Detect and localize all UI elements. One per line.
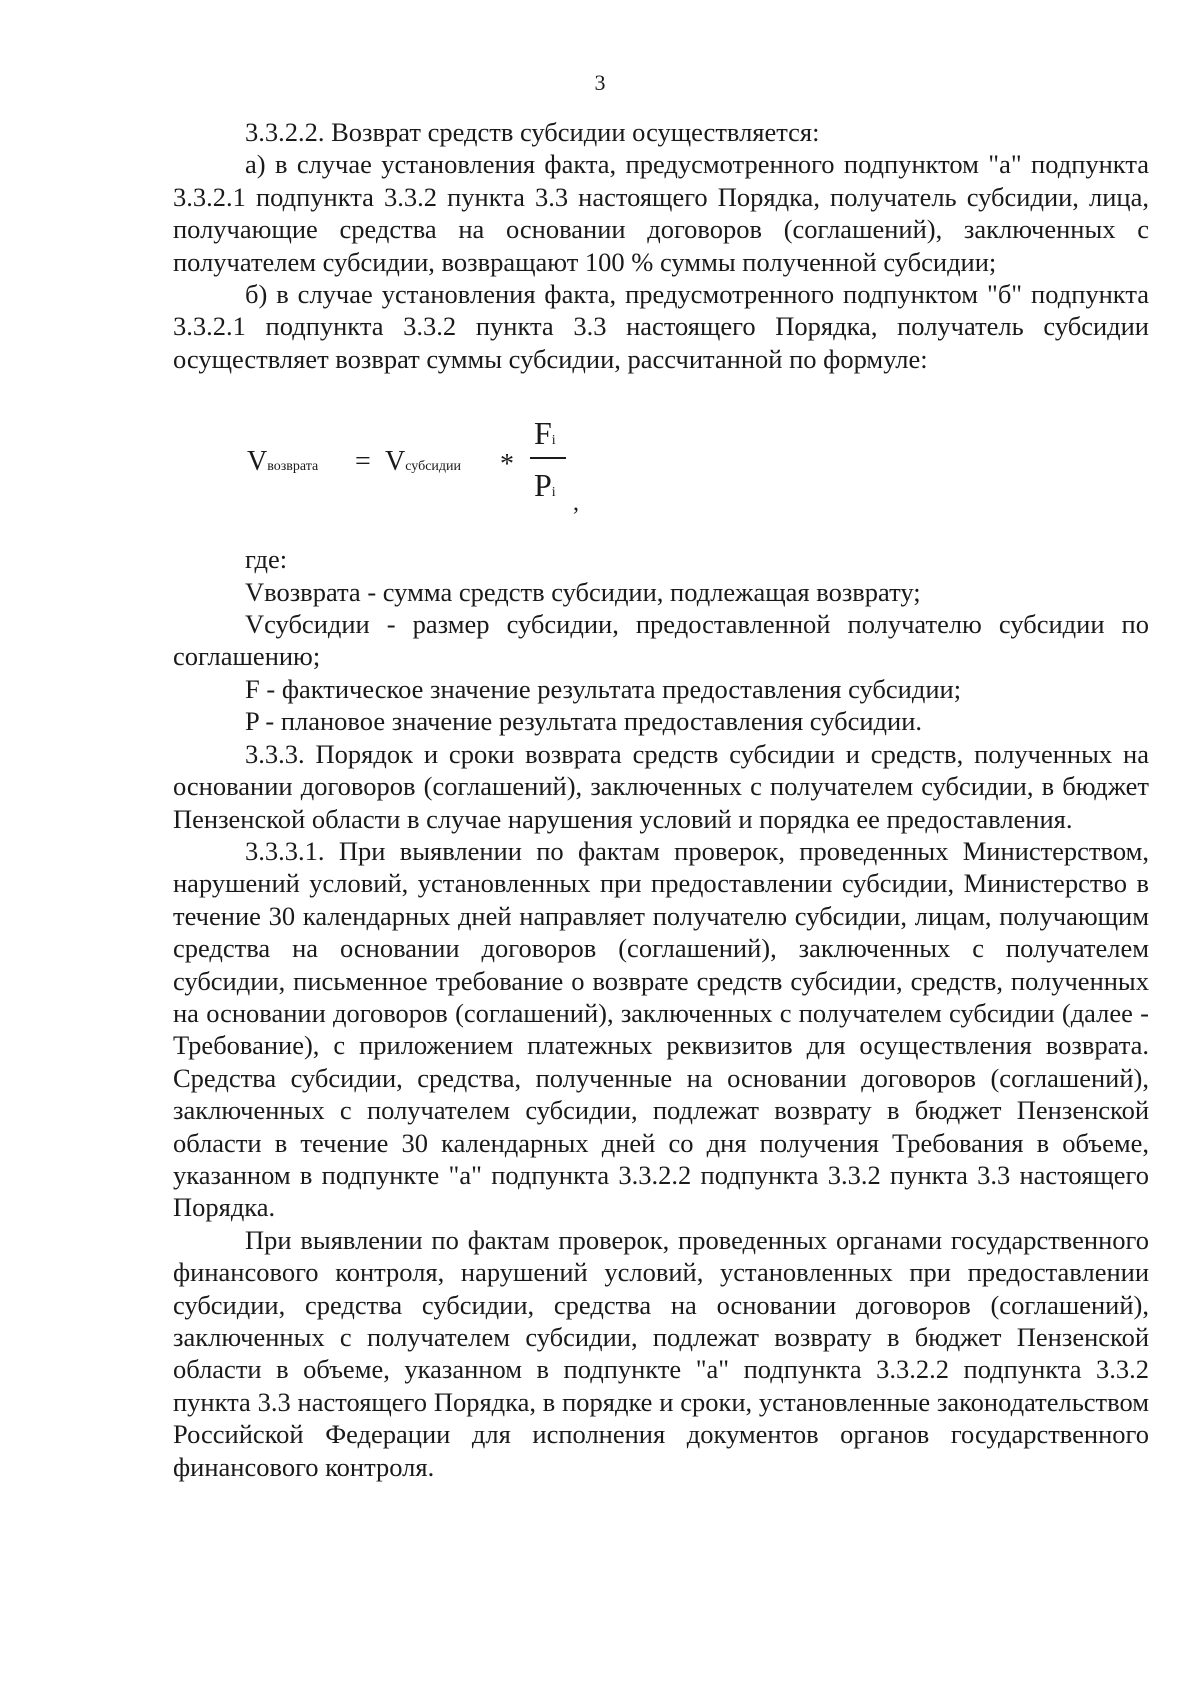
formula-multiply: *: [500, 449, 514, 481]
definition-p: P - плановое значение результата предоставления субсидии.: [245, 706, 923, 737]
formula-numerator-sub: i: [551, 433, 556, 449]
formula-lhs-var: V: [247, 446, 268, 478]
formula-equals: =: [355, 446, 371, 478]
formula-denominator: [534, 469, 556, 509]
definition-f: F - фактическое значение результата предоставления субсидии;: [245, 673, 962, 704]
paragraph-3-3-3-1: 3.3.3.1. При выявлении по фактам проверок, проведенных Министерством, нарушений условий, установленных при предоставлении субсидии, Министерство в течение 30 календарных дней направляет получателю субсидии, лицам, получающим средства на основании договоров (соглашений), заключенных с получателем субсидии, письменное требование о возврате средств субсидии, средств, полученных на основании договоров (соглашений), заключенных с получателем субсидии (далее - Требование), с приложением платежных реквизитов для осуществления возврата. Средства субсидии, средства, полученные на основании договоров (соглашений), заключенных с получателем субсидии, подлежат возврату в бюджет Пензенской области в течение 30 календарных дней со дня получения Требования в объеме, указанном в подпункте "а" подпункта 3.3.2.2 подпункта 3.3.2 пункта 3.3 настоящего Порядка.: [173, 835, 1149, 1223]
paragraph-3-3-2-2: 3.3.2.2. Возврат средств субсидии осуществляется:: [245, 117, 820, 147]
paragraph-item-b: б) в случае установления факта, предусмотренного подпунктом "б" подпункта 3.3.2.1 подпункта 3.3.2 пункта 3.3 настоящего Порядка, получатель субсидии осуществляет возврат суммы субсидии, рассчитанной по формуле:: [173, 279, 1149, 374]
formula-rhs-sub: субсидии: [405, 459, 462, 475]
formula-lhs-sub: возврата: [267, 459, 319, 475]
return-formula: [173, 391, 1149, 531]
document-body: [173, 116, 1149, 1483]
definition-v-return: Vвозврата - сумма средств субсидии, подлежащая возврату;: [245, 576, 921, 607]
paragraph-item-a: а) в случае установления факта, предусмотренного подпунктом "а" подпункта 3.3.2.1 подпункта 3.3.2 пункта 3.3 настоящего Порядка, получатель субсидии, лица, получающие средства на основании договоров (соглашений), заключенных с получателем субсидии, возвращают 100 % суммы полученной субсидии;: [173, 149, 1149, 277]
paragraph-where: где:: [245, 544, 288, 575]
formula-lhs: [247, 446, 318, 483]
formula-numerator: [534, 417, 556, 457]
formula-denominator-var: P: [534, 467, 552, 504]
formula-rhs: [385, 446, 461, 483]
paragraph-3-3-3: 3.3.3. Порядок и сроки возврата средств субсидии и средств, полученных на основании договоров (соглашений), заключенных с получателем субсидии, в бюджет Пензенской области в случае нарушения условий и порядка ее предоставления.: [173, 738, 1149, 834]
formula-denominator-sub: i: [551, 485, 556, 501]
formula-trailing-comma: ,: [573, 490, 579, 517]
formula-numerator-var: F: [534, 415, 552, 452]
page-number: 3: [594, 70, 606, 95]
formula-rhs-var: V: [385, 446, 406, 478]
fraction-line: [530, 457, 566, 459]
paragraph-state-control: При выявлении по фактам проверок, проведенных органами государственного финансового контроля, нарушений условий, установленных при предоставлении субсидии, средства субсидии, средства на основании договоров (соглашений), заключенных с получателем субсидии, подлежат возврату в бюджет Пензенской области в объеме, указанном в подпункте "а" подпункта 3.3.2.2 подпункта 3.3.2 пункта 3.3 настоящего Порядка, в порядке и сроки, установленные законодательством Российской Федерации для исполнения документов органов государственного финансового контроля.: [173, 1224, 1149, 1482]
definition-v-subsidy: Vсубсидии - размер субсидии, предоставленной получателю субсидии по соглашению;: [173, 609, 1149, 672]
